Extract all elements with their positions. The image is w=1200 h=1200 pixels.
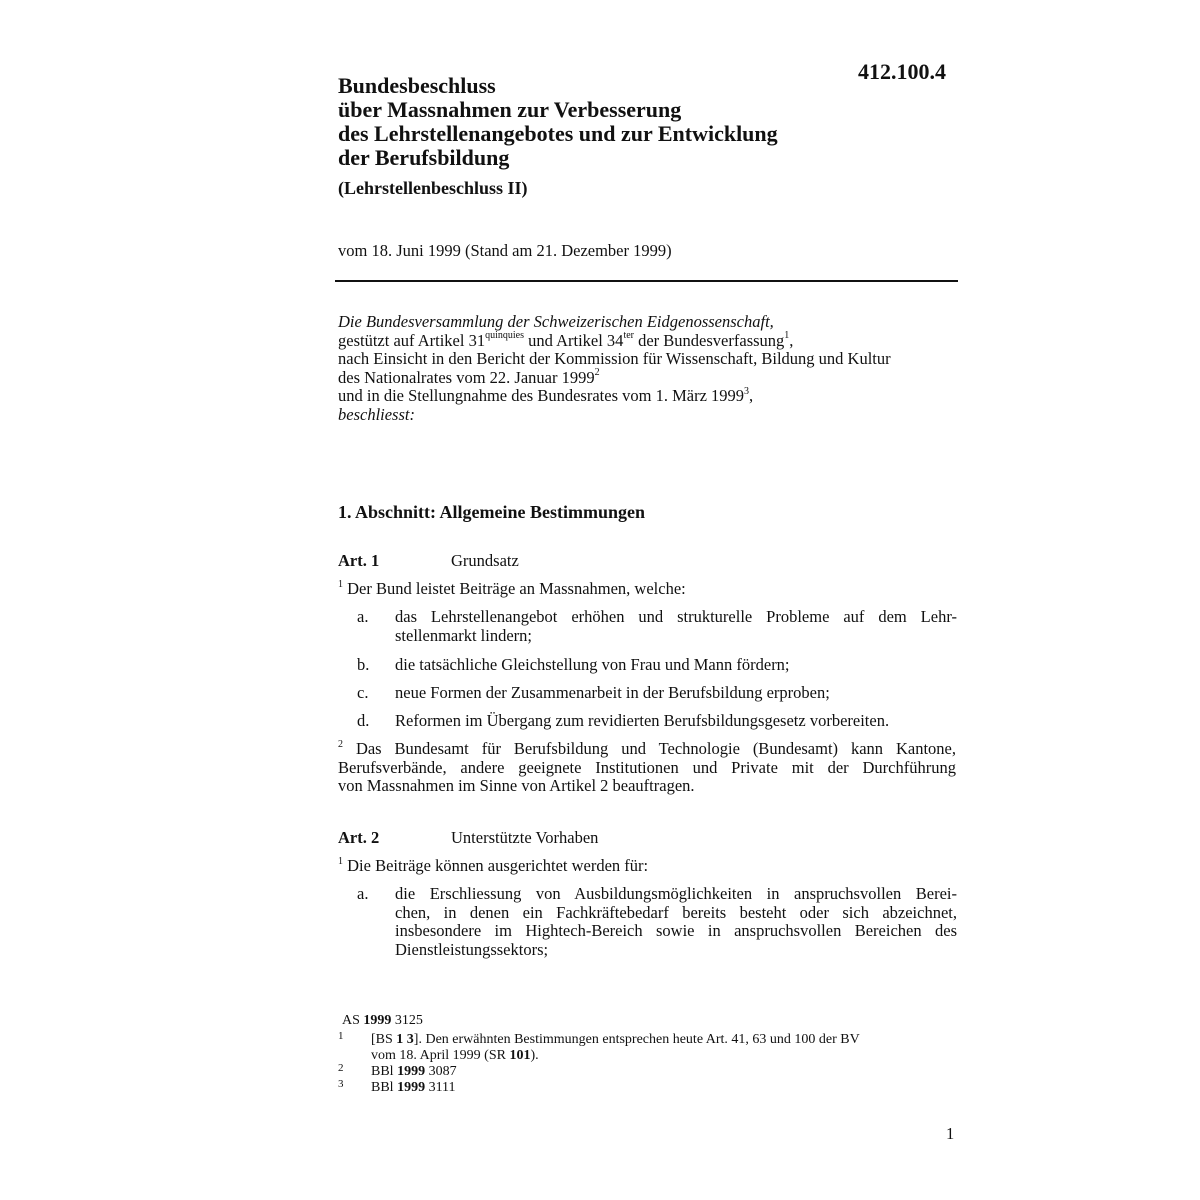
section-heading: 1. Abschnitt: Allgemeine Bestimmungen <box>338 502 646 522</box>
art2-header <box>338 829 958 848</box>
art1-paragraph-1: $^1$ Der Bund leistet Beiträge an Massnahmen, welche: <box>338 578 686 598</box>
short-title: (Lehrstellenbeschluss II) <box>338 178 528 198</box>
document-date: vom 18. Juni 1999 (Stand am 21. Dezember 1999) <box>338 241 672 260</box>
title-line-3: des Lehrstellenangebotes und zur Entwicklung <box>338 121 778 146</box>
document-number: 412.100.4 <box>858 59 946 84</box>
footnote-3-number: 3 <box>338 1078 344 1090</box>
title-line-1: Bundesbeschluss <box>338 73 496 98</box>
art1-item-c-letter: c. <box>357 683 369 702</box>
footnote-1: 1 [BS 1 3]. Den erwähnten Bestimmungen entsprechen heute Art. 41, 63 und 100 der BV vom 18. April 1999 (SR 101). <box>338 1030 860 1063</box>
footnote-2-number: 2 <box>338 1062 344 1074</box>
document-title <box>338 74 858 170</box>
art2-paragraph-1: $^1$ Die Beiträge können ausgerichtet werden für: <box>338 855 649 875</box>
title-line-2: über Massnahmen zur Verbesserung <box>338 97 682 122</box>
art1-item-b <box>357 656 957 675</box>
preamble-decides: beschliesst: <box>338 404 415 424</box>
preamble-line-3: des Nationalrates vom 22. Januar 1999$^2$ <box>338 367 600 387</box>
art1-item-a-line-2: stellenmarkt lindern; <box>395 625 533 645</box>
art1-item-b-text: die tatsächliche Gleichstellung von Frau und Mann fördern; <box>395 655 790 674</box>
art1-label: Art. 1 <box>338 551 380 570</box>
art1-item-c <box>357 684 957 703</box>
art1-item-d <box>357 712 957 731</box>
footnote-2: 2 BBl 1999 3087 <box>338 1062 457 1079</box>
preamble-line-2: nach Einsicht in den Bericht der Kommission für Wissenschaft, Bildung und Kultur <box>338 349 891 368</box>
art1-item-a-letter: a. <box>357 607 369 626</box>
preamble-intro: Die Bundesversammlung der Schweizerischen Eidgenossenschaft, <box>338 312 774 331</box>
art2-label: Art. 2 <box>338 828 380 847</box>
footnote-ref-3[interactable]: 3 <box>744 385 750 397</box>
art1-item-c-text: neue Formen der Zusammenarbeit in der Berufsbildung erproben; <box>395 683 830 702</box>
footnote-as: AS 1999 3125 <box>342 1013 423 1028</box>
preamble-line-4: und in die Stellungnahme des Bundesrates vom 1. März 1999$^3$, <box>338 385 754 405</box>
preamble-line-1: gestützt auf Artikel $31^{quinquies}$ und Artikel $34^{ter}$ der Bundesverfassung$^1$, <box>338 330 794 350</box>
art2-item-a: a. die Erschliessung von Ausbildungsmöglichkeiten in anspruchsvollen Berei- chen, in denen ein Fachkräftebedarf bereits besteht oder sich abzeichnet, insbesondere im Hightech-Bereich sowie in anspruchsvollen Bereichen des Dienstleistungssektors; <box>357 884 957 959</box>
art1-heading: Grundsatz <box>451 551 519 570</box>
footnote-1-number: 1 <box>338 1030 344 1042</box>
preamble <box>338 313 978 424</box>
art2-item-a-letter: a. <box>357 884 369 903</box>
art1-item-a-line-1: das Lehrstellenangebot erhöhen und strukturelle Probleme auf dem Lehr- <box>395 607 957 626</box>
footnote-3: 3 BBl 1999 3111 <box>338 1078 456 1095</box>
page-number: 1 <box>946 1124 955 1143</box>
footnote-ref-1[interactable]: 1 <box>784 330 790 341</box>
art1-item-b-letter: b. <box>357 655 370 674</box>
art1-paragraph-2: $^2$ Das Bundesamt für Berufsbildung und Technologie (Bundesamt) kann Kantone, Berufsverbände, andere geeignete Institutionen und Private mit der Durchführung von Massnahmen im Sinne von Artikel 2 beauftragen. <box>338 738 956 795</box>
header-rule <box>335 280 958 282</box>
art2-heading: Unterstützte Vorhaben <box>451 828 599 847</box>
art1-item-a <box>357 608 957 645</box>
footnote-ref-2[interactable]: 2 <box>594 367 600 378</box>
title-line-4: der Berufsbildung <box>338 145 510 170</box>
art1-item-d-text: Reformen im Übergang zum revidierten Berufsbildungsgesetz vorbereiten. <box>395 711 890 730</box>
art1-header <box>338 552 958 571</box>
art1-item-d-letter: d. <box>357 711 370 730</box>
